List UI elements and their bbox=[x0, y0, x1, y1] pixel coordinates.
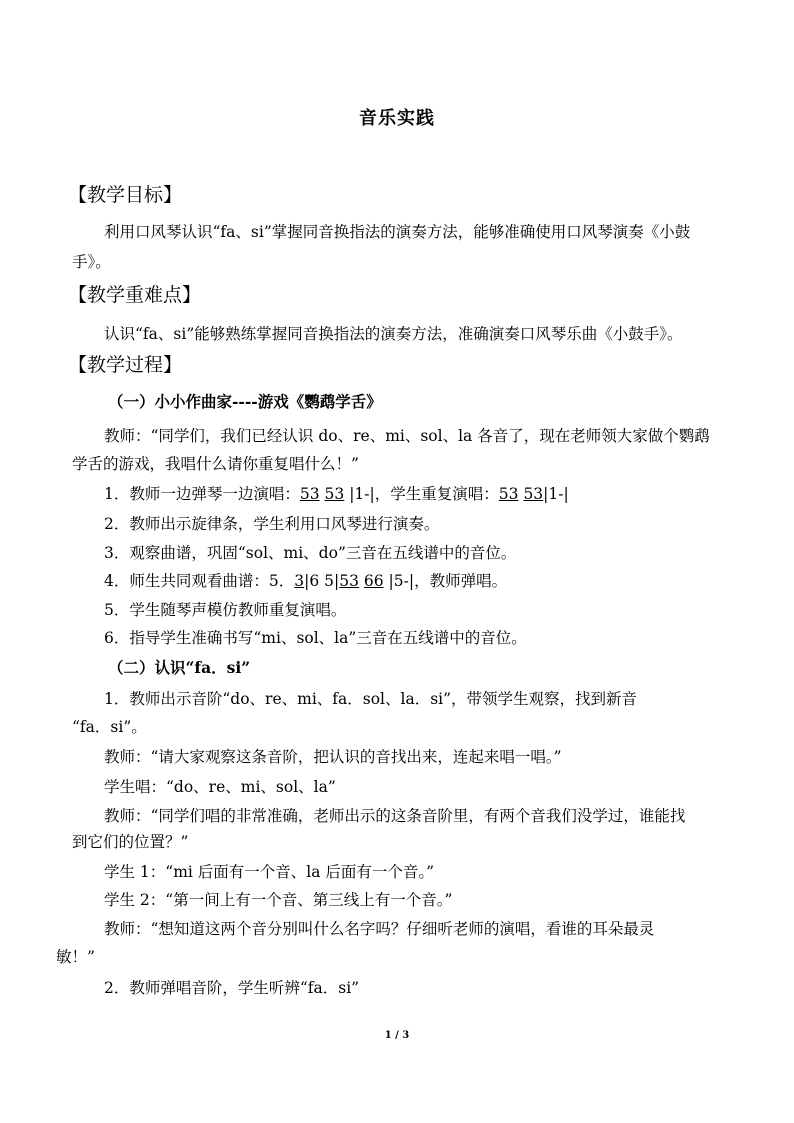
part2-student-1: 学生 1：“mi 后面有一个音、la 后面有一个音。” bbox=[104, 863, 435, 881]
notation-note: 53 bbox=[324, 485, 345, 503]
part1-teacher-line-2: 学舌的游戏，我唱什么请你重复唱什么！” bbox=[72, 455, 359, 473]
goals-text-line-2: 手》。 bbox=[72, 253, 111, 271]
page-title: 音乐实践 bbox=[359, 108, 435, 129]
notation-note: 3 bbox=[294, 572, 305, 590]
part1-step-1 bbox=[104, 482, 569, 504]
part1-step-3: 3．观察曲谱，巩固“sol、mi、do”三音在五线谱中的音位。 bbox=[104, 544, 517, 562]
part1-step-5: 5．学生随琴声模仿教师重复演唱。 bbox=[104, 601, 347, 619]
notation-note: 53 bbox=[339, 572, 359, 590]
part2-subheading: （二）认识“fa．si” bbox=[108, 658, 251, 677]
part2-teacher-2-line-1: 教师：“同学们唱的非常准确，老师出示的这条音阶里，有两个音我们没学过，谁能找 bbox=[104, 807, 686, 825]
step1-suffix: |1-| bbox=[543, 485, 569, 503]
part2-teacher-3-line-1: 教师：“想知道这两个音分别叫什么名字吗？仔细听老师的演唱，看谁的耳朵最灵 bbox=[104, 920, 655, 938]
part2-student-sing: 学生唱：“do、re、mi、sol、la” bbox=[104, 778, 336, 796]
step1-middle: |1-|，学生重复演唱： bbox=[344, 485, 499, 503]
step1-prefix: 1．教师一边弹琴一边演唱： bbox=[104, 485, 300, 503]
notation-note: 53 bbox=[523, 485, 544, 503]
part2-teacher-1: 教师：“请大家观察这条音阶，把认识的音找出来，连起来唱一唱。” bbox=[104, 748, 562, 766]
part2-teacher-2-line-2: 到它们的位置？” bbox=[72, 833, 189, 851]
notation-note: 53 bbox=[498, 485, 519, 503]
part2-student-2: 学生 2：“第一间上有一个音、第三线上有一个音。” bbox=[104, 891, 453, 909]
part2-step-2: 2．教师弹唱音阶，学生听辨“fa．si” bbox=[104, 979, 360, 997]
part1-step-6: 6．指导学生准确书写“mi、sol、la”三音在五线谱中的音位。 bbox=[104, 629, 527, 647]
goals-text-line-1: 利用口风琴认识“fa、si”掌握同音换指法的演奏方法，能够准确使用口风琴演奏《小鼓 bbox=[104, 223, 691, 241]
key-points-text: 认识“fa、si”能够熟练掌握同音换指法的演奏方法，准确演奏口风琴乐曲《小鼓手》。 bbox=[104, 325, 683, 343]
part2-teacher-3-line-2: 敏！” bbox=[56, 948, 95, 966]
key-points-heading: 【教学重难点】 bbox=[68, 284, 202, 306]
part1-teacher-line-1: 教师：“同学们，我们已经认识 do、re、mi、sol、la 各音了，现在老师领大家做个鹦鹉 bbox=[104, 427, 710, 445]
part2-step-1-line-2: “fa．si”。 bbox=[72, 718, 147, 736]
process-heading: 【教学过程】 bbox=[68, 354, 183, 376]
part1-step-2: 2．教师出示旋律条，学生利用口风琴进行演奏。 bbox=[104, 515, 440, 533]
notation-note: 66 bbox=[363, 572, 384, 590]
step4-middle: |6 5| bbox=[304, 572, 340, 590]
part2-step-1-line-1: 1．教师出示音阶“do、re、mi、fa．sol、la．si”，带领学生观察，找到新音 bbox=[104, 690, 638, 708]
step4-suffix: |5-|，教师弹唱。 bbox=[383, 572, 508, 590]
part1-step-4 bbox=[104, 569, 507, 591]
notation-note: 53 bbox=[299, 485, 320, 503]
step4-prefix: 4．师生共同观看曲谱：5． bbox=[104, 572, 295, 590]
page-number: 1 / 3 bbox=[384, 1030, 410, 1041]
goals-heading: 【教学目标】 bbox=[68, 184, 183, 206]
part1-subheading: （一）小小作曲家----游戏《鹦鹉学舌》 bbox=[108, 392, 382, 411]
